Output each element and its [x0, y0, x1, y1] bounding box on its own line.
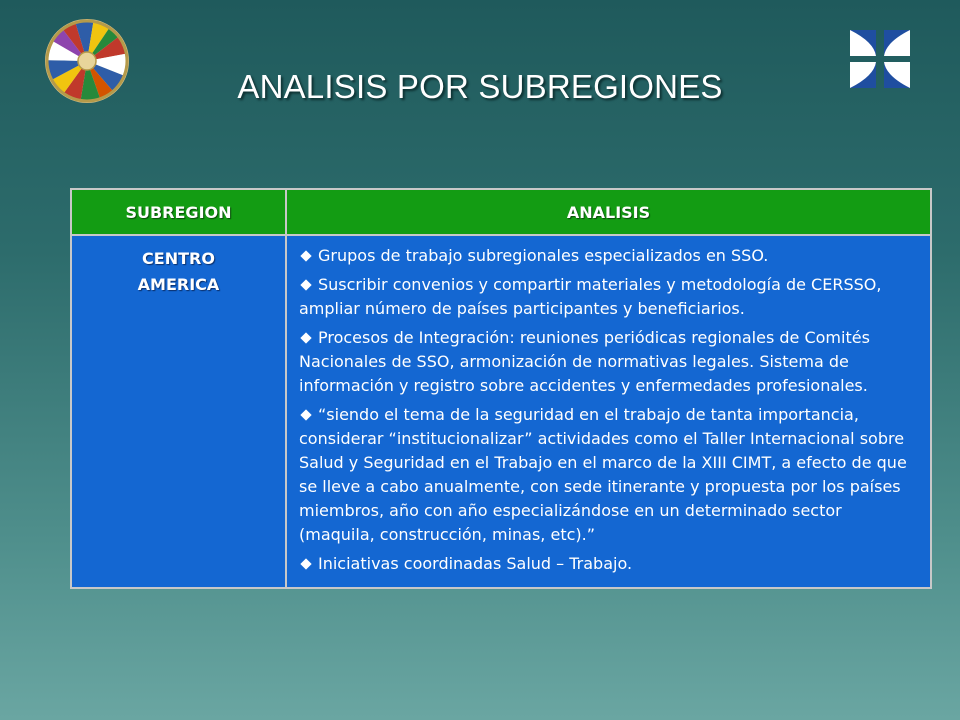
header-subregion: SUBREGION — [71, 189, 286, 235]
analysis-cell — [286, 235, 931, 588]
analysis-item-text: Procesos de Integración: reuniones periódicas regionales de Comités Nacionales de SSO, armonización de normativas legales. Sistema de información y registro sobre accidentes y enfermedades profesionales. — [299, 328, 870, 395]
region-name-line1: CENTRO — [142, 249, 215, 268]
diamond-bullet-icon — [300, 250, 311, 261]
table-header-row — [71, 189, 931, 235]
diamond-bullet-icon — [300, 558, 311, 569]
analysis-item-text: Grupos de trabajo subregionales especializados en SSO. — [318, 246, 769, 265]
page-title: ANALISIS POR SUBREGIONES — [237, 68, 723, 105]
analysis-item — [299, 326, 916, 398]
analysis-item-text: “siendo el tema de la seguridad en el trabajo de tanta importancia, considerar “institucionalizar” actividades como el Taller Internacional sobre Salud y Seguridad en el Trabajo en el marco de la XIII CIMT, a efecto de que se lleve a cabo anualmente, con sede itinerante y propuesta por los países miembros, año con año especializándose en un determinado sector (maquila, construcción, minas, etc).” — [299, 405, 907, 544]
region-name-line2: AMERICA — [137, 275, 220, 294]
diamond-bullet-icon — [300, 279, 311, 290]
analysis-item — [299, 244, 916, 268]
region-cell — [71, 235, 286, 588]
analysis-item — [299, 552, 916, 576]
table-row — [71, 235, 931, 588]
analysis-item-text: Iniciativas coordinadas Salud – Trabajo. — [318, 554, 633, 573]
analysis-item — [299, 403, 916, 547]
subregion-analysis-table — [70, 188, 932, 589]
diamond-bullet-icon — [300, 332, 311, 343]
header-analisis: ANALISIS — [286, 189, 931, 235]
analysis-item-text: Suscribir convenios y compartir materiales y metodología de CERSSO, ampliar número de países participantes y beneficiarios. — [299, 275, 882, 318]
analysis-item — [299, 273, 916, 321]
diamond-bullet-icon — [300, 409, 311, 420]
